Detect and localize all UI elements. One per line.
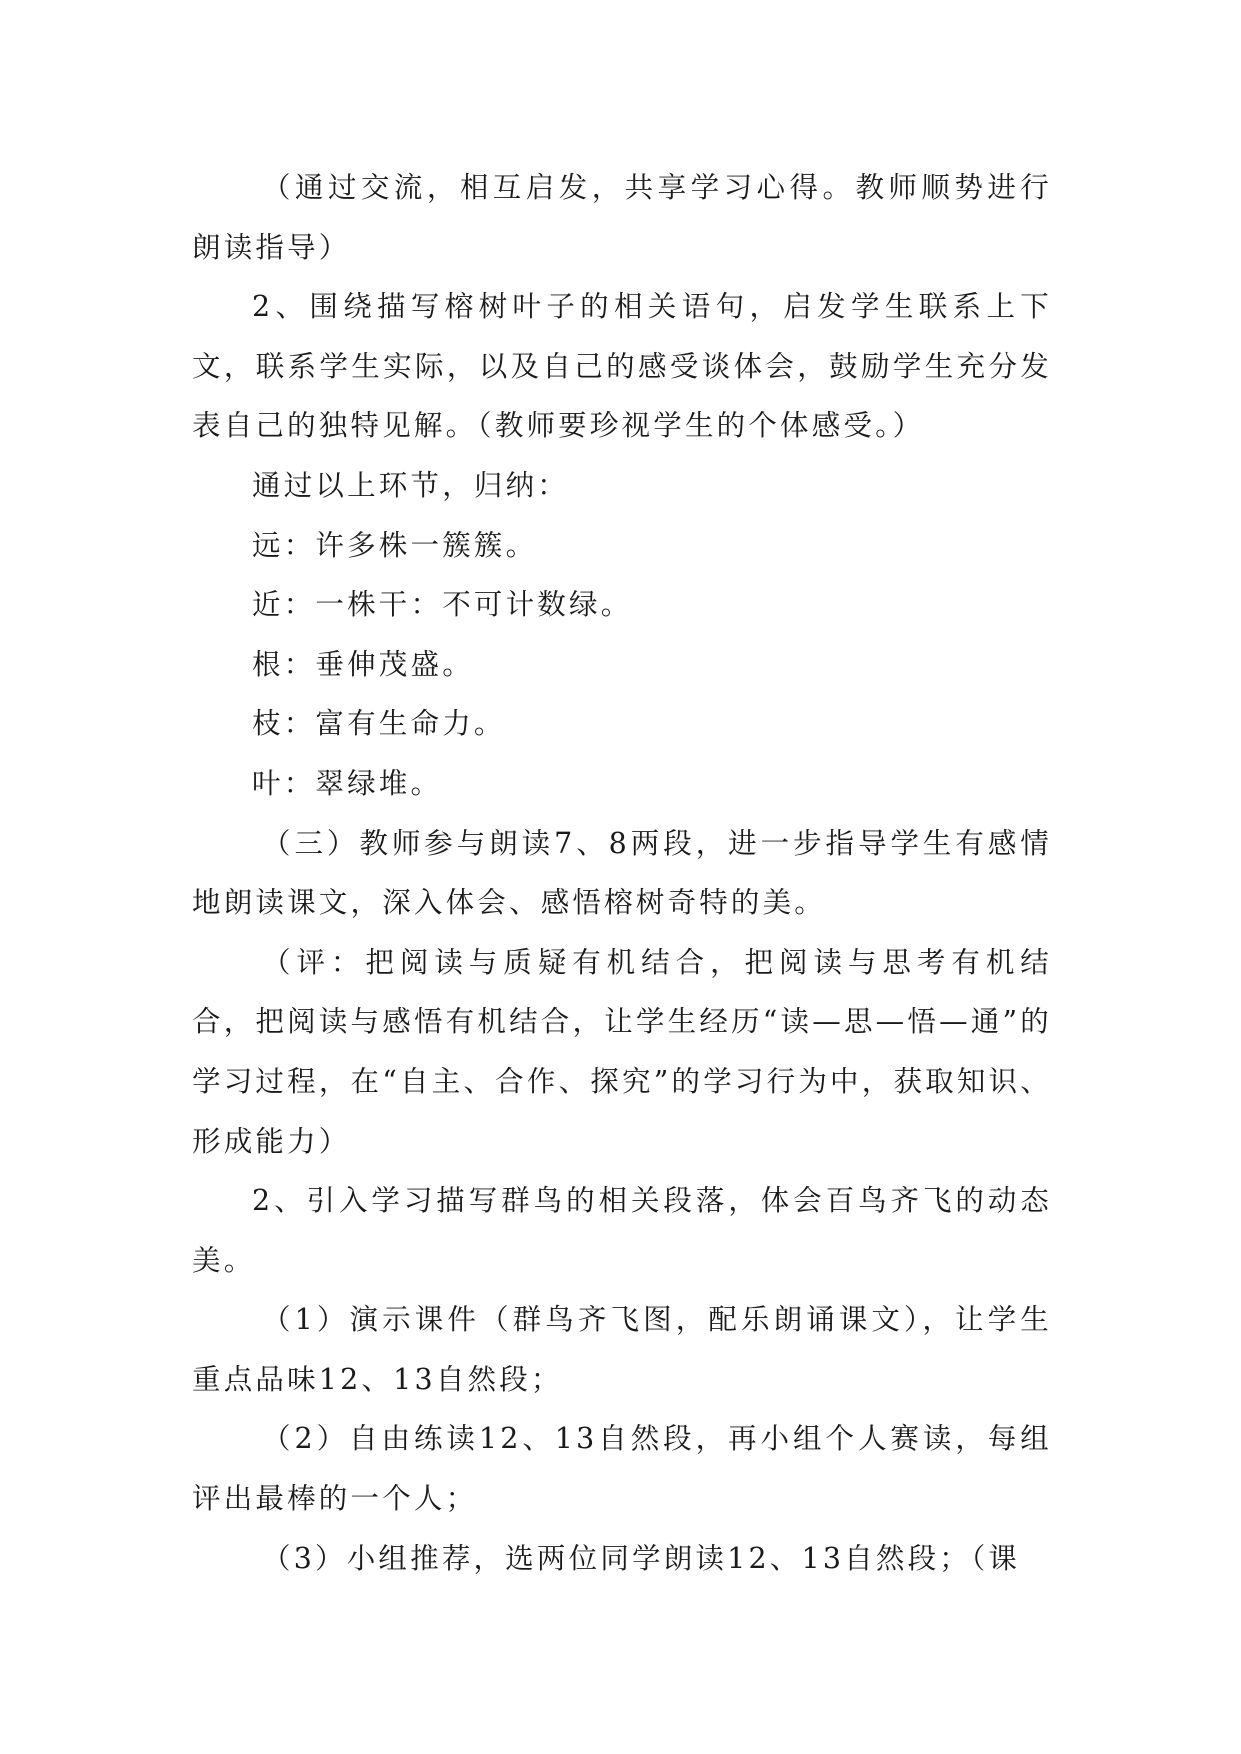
paragraph-step-2: （2）自由练读12、13自然段，再小组个人赛读，每组评出最棒的一个人；	[192, 1422, 1052, 1516]
summary-item-root: 根：垂伸茂盛。	[252, 647, 474, 681]
summary-item-near: 近：一株干：不可计数绿。	[252, 588, 633, 622]
paragraph-birds-intro: 2、引入学习描写群鸟的相关段落，体会百鸟齐飞的动态美。	[192, 1184, 1052, 1277]
document-body	[192, 158, 1052, 1588]
paragraph-evaluation: （评：把阅读与质疑有机结合，把阅读与思考有机结合，把阅读与感悟有机结合，让学生经历“读—思—悟—通”的学习过程，在“自主、合作、探究”的学习行为中，获取知识、形成能力）	[192, 945, 1052, 1158]
paragraph-leaves-discussion: 2、围绕描写榕树叶子的相关语句，启发学生联系上下文，联系学生实际，以及自己的感受谈体会，鼓励学生充分发表自己的独特见解。（教师要珍视学生的个体感受。）	[192, 290, 1052, 443]
paragraph-step-3: （3）小组推荐，选两位同学朗读12、13自然段；（课	[262, 1541, 1021, 1575]
paragraph-summary-intro: 通过以上环节，归纳：	[252, 468, 570, 502]
paragraph-exchange-guidance: （通过交流，相互启发，共享学习心得。教师顺势进行朗读指导）	[192, 171, 1052, 264]
summary-item-far: 远：许多株一簇簇。	[252, 528, 538, 562]
paragraph-step-1: （1）演示课件（群鸟齐飞图，配乐朗诵课文），让学生重点品味12、13自然段；	[192, 1303, 1052, 1396]
summary-item-leaf: 叶：翠绿堆。	[252, 766, 443, 800]
paragraph-teacher-reading: （三）教师参与朗读7、8两段，进一步指导学生有感情地朗读课文，深入体会、感悟榕树奇特的美。	[192, 826, 1052, 920]
summary-item-branch: 枝：富有生命力。	[252, 707, 506, 741]
